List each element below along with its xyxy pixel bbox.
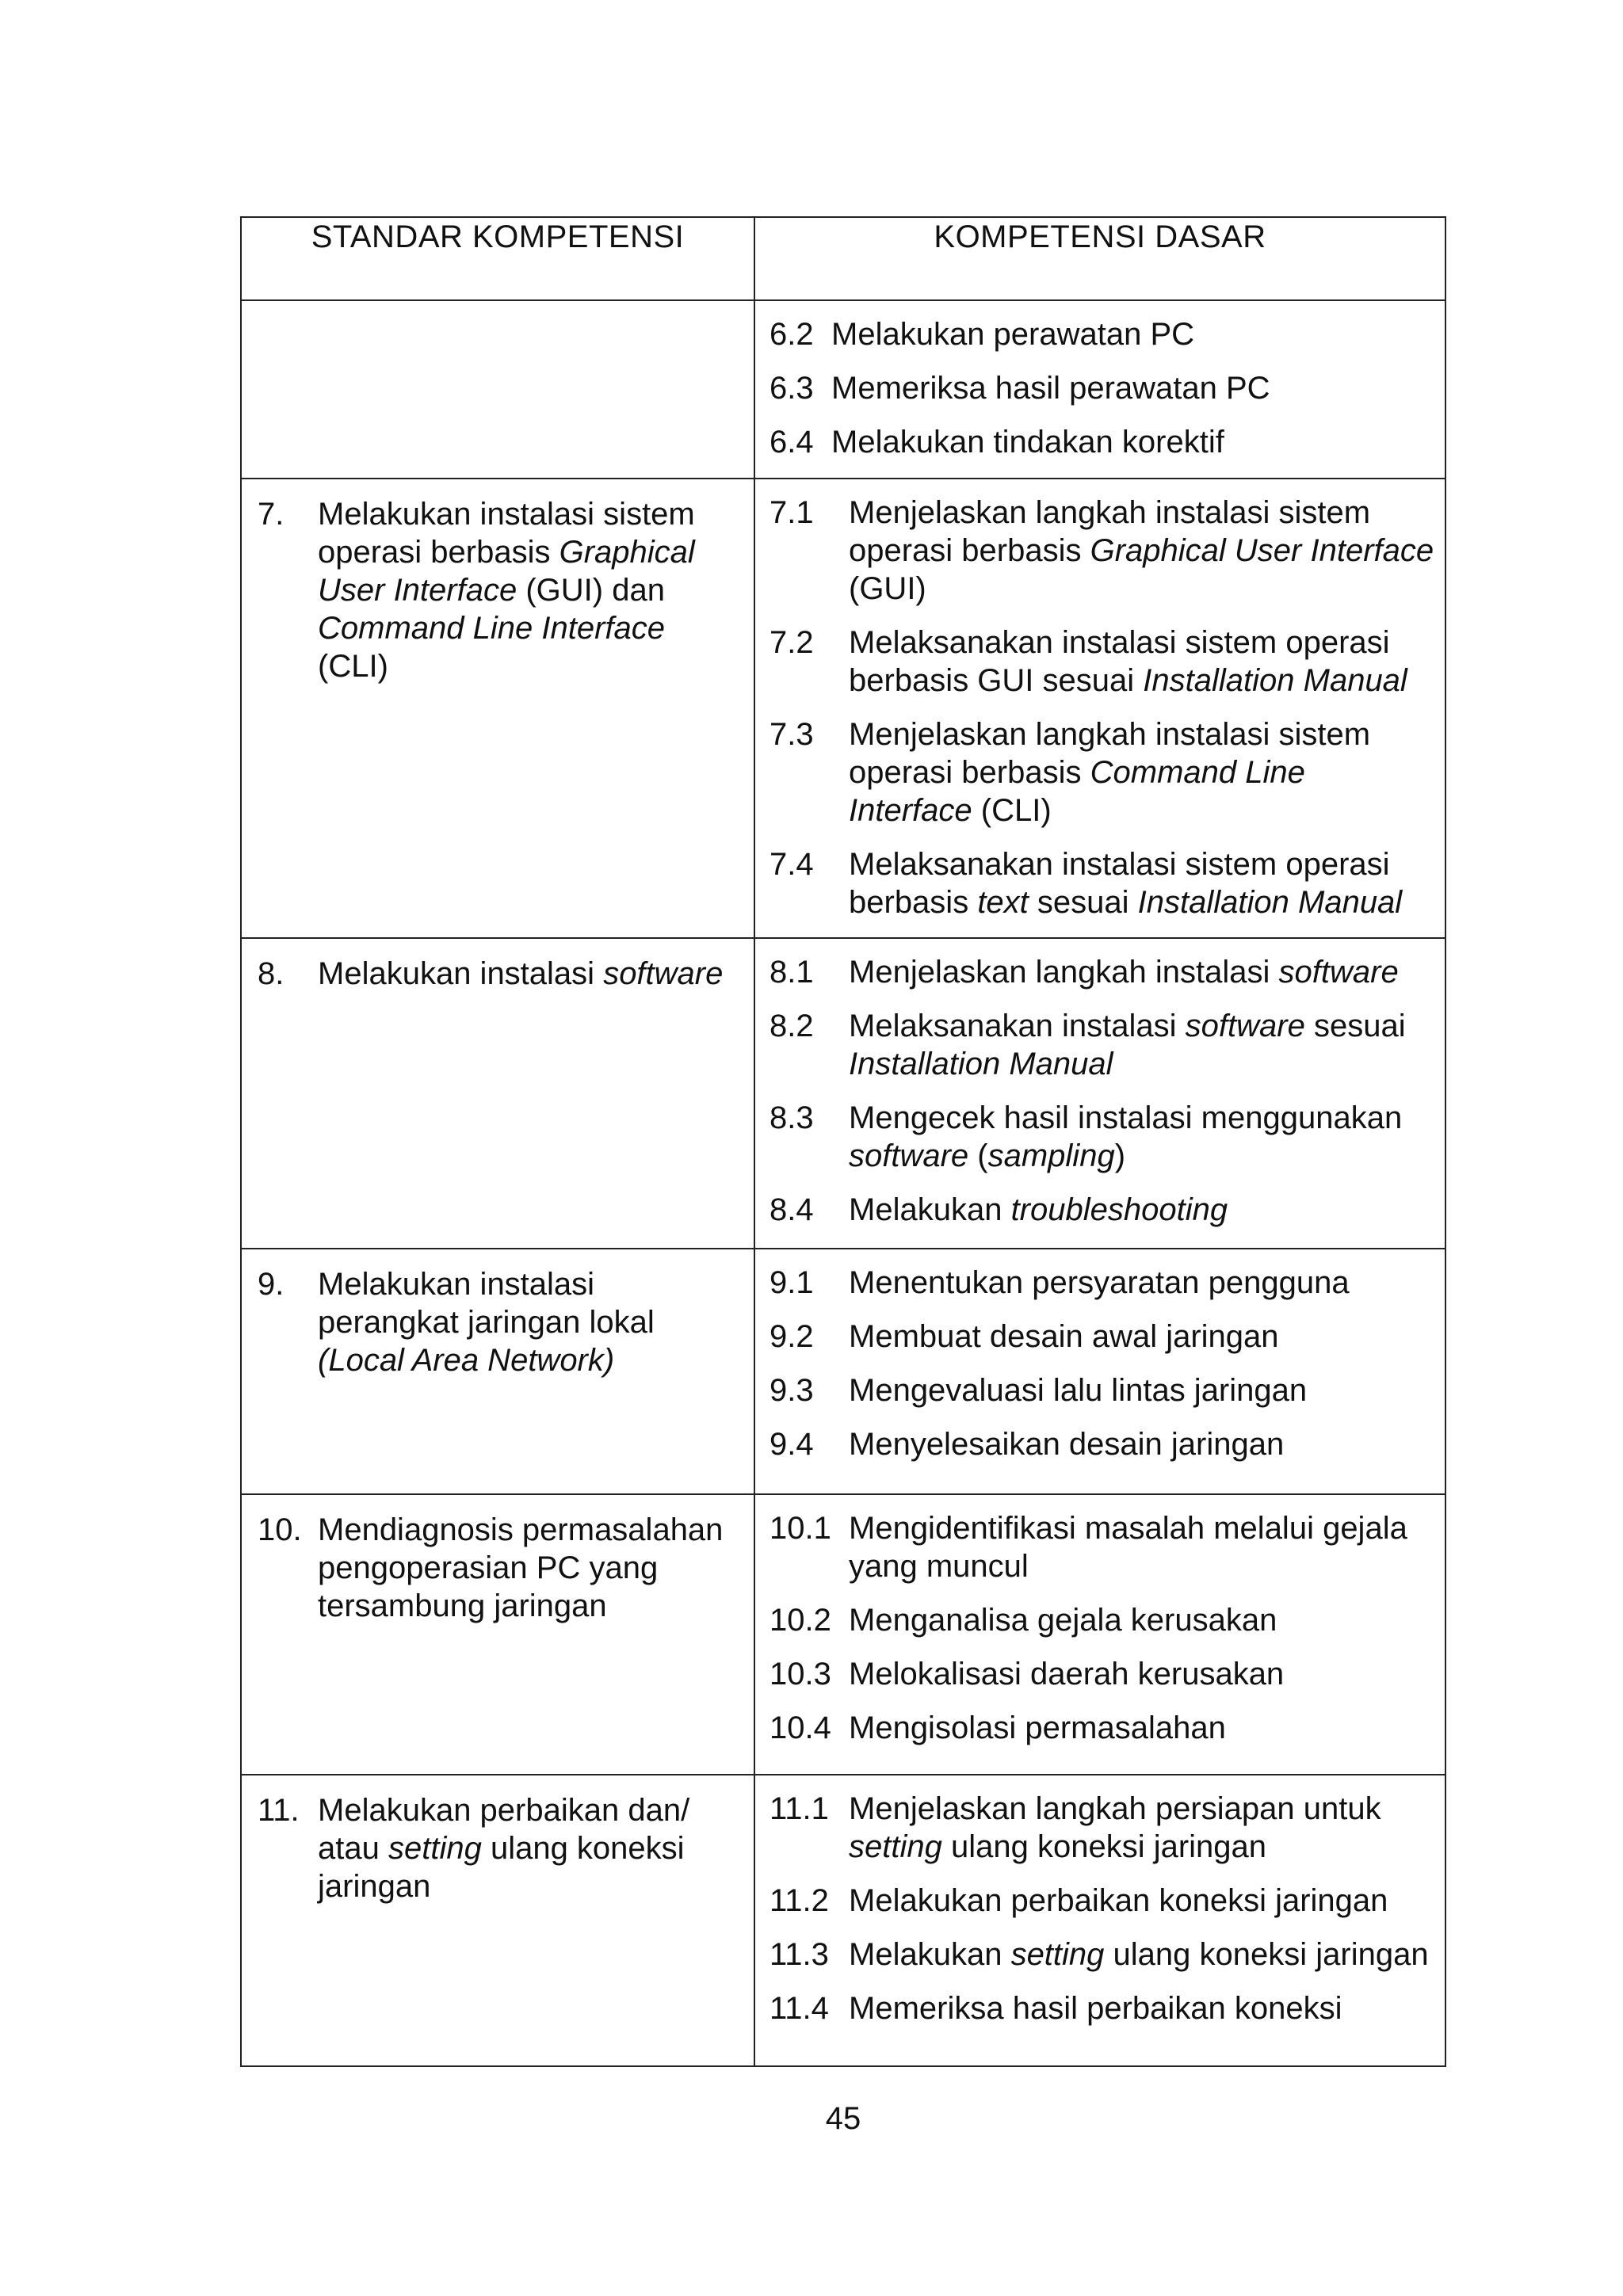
kompetensi-dasar-item: [769, 1371, 1435, 1409]
kd-number: 6.2: [769, 317, 814, 352]
sk-number: 10.: [258, 1512, 302, 1547]
table-row: [241, 300, 1445, 479]
sk-text: Melakukan instalasi perangkat jaringan lokal (Local Area Network): [318, 1267, 655, 1378]
table-row: [241, 938, 1445, 1249]
kd-text: Membuat desain awal jaringan: [849, 1319, 1279, 1354]
sk-text: Mendiagnosis permasalahan pengoperasian PC yang tersambung jaringan: [318, 1512, 724, 1623]
kompetensi-dasar-cell: [754, 1775, 1445, 2066]
kd-text: Menjelaskan langkah instalasi sistem operasi berbasis Graphical User Interface (GUI): [849, 495, 1434, 606]
kompetensi-dasar-item: [769, 315, 1435, 353]
kompetensi-dasar-item: [769, 1709, 1435, 1747]
table-row: [241, 479, 1445, 938]
kompetensi-dasar-item: [769, 1509, 1435, 1585]
kd-number: 10.1: [769, 1511, 831, 1546]
kompetensi-dasar-item: [769, 423, 1435, 461]
kompetensi-dasar-item: [769, 715, 1435, 830]
kd-text: Menjelaskan langkah persiapan untuk setting ulang koneksi jaringan: [849, 1791, 1381, 1864]
kd-number: 7.1: [769, 495, 814, 530]
kd-number: 6.4: [769, 425, 814, 460]
page-number: 45: [825, 2101, 861, 2136]
table-body: [241, 300, 1445, 2066]
sk-text: Melakukan instalasi software: [318, 956, 724, 991]
kd-text: Mengidentifikasi masalah melalui gejala yang muncul: [849, 1511, 1407, 1584]
kompetensi-dasar-cell: [754, 1494, 1445, 1775]
kd-text: Melaksanakan instalasi software sesuai Installation Manual: [849, 1009, 1406, 1081]
kompetensi-dasar-item: [769, 1790, 1435, 1866]
kd-number: 11.4: [769, 1991, 829, 2026]
table-header-row: [241, 217, 1445, 300]
header-kompetensi-dasar: KOMPETENSI DASAR: [754, 217, 1445, 300]
kompetensi-dasar-cell: [754, 1249, 1445, 1494]
header-standar-kompetensi: STANDAR KOMPETENSI: [241, 217, 754, 300]
kompetensi-dasar-item: [769, 1264, 1435, 1302]
kd-text: Melaksanakan instalasi sistem operasi berbasis text sesuai Installation Manual: [849, 847, 1403, 920]
table-row: [241, 1249, 1445, 1494]
kd-text: Melokalisasi daerah kerusakan: [849, 1657, 1285, 1691]
kd-number: 8.1: [769, 955, 814, 990]
standar-kompetensi-item: [242, 1775, 754, 1905]
standar-kompetensi-cell: [241, 1249, 754, 1494]
kd-text: Melaksanakan instalasi sistem operasi berbasis GUI sesuai Installation Manual: [849, 625, 1407, 698]
standar-kompetensi-item: [242, 1249, 754, 1379]
standar-kompetensi-cell: [241, 1775, 754, 2066]
sk-text: Melakukan perbaikan dan/ atau setting ulang koneksi jaringan: [318, 1793, 690, 1904]
standar-kompetensi-cell: [241, 1494, 754, 1775]
kd-number: 9.1: [769, 1265, 814, 1300]
kd-text: Menentukan persyaratan pengguna: [849, 1265, 1350, 1300]
kd-number: 10.4: [769, 1711, 831, 1745]
kd-number: 8.3: [769, 1100, 814, 1135]
kd-number: 7.4: [769, 847, 814, 882]
kompetensi-dasar-item: [769, 624, 1435, 700]
standar-kompetensi-cell: [241, 300, 754, 479]
kd-number: 9.2: [769, 1319, 814, 1354]
kompetensi-dasar-item: [769, 1191, 1435, 1229]
kompetensi-dasar-cell: [754, 479, 1445, 938]
kd-number: 8.2: [769, 1009, 814, 1043]
kd-number: 11.2: [769, 1883, 829, 1918]
kompetensi-dasar-item: [769, 494, 1435, 608]
kd-text: Menyelesaikan desain jaringan: [849, 1427, 1285, 1462]
kd-text: Melakukan troubleshooting: [849, 1192, 1228, 1227]
kd-text: Menganalisa gejala kerusakan: [849, 1603, 1277, 1638]
kd-text: Menjelaskan langkah instalasi sistem operasi berbasis Command Line Interface (CLI): [849, 717, 1371, 828]
kd-number: 10.3: [769, 1657, 831, 1691]
kompetensi-dasar-item: [769, 369, 1435, 407]
table-row: [241, 1494, 1445, 1775]
kd-number: 8.4: [769, 1192, 814, 1227]
standar-kompetensi-item: [242, 939, 754, 993]
kompetensi-dasar-cell: [754, 938, 1445, 1249]
kd-text: Memeriksa hasil perawatan PC: [831, 371, 1270, 406]
kd-text: Melakukan tindakan korektif: [831, 425, 1224, 460]
standar-kompetensi-item: [242, 479, 754, 685]
kd-number: 11.3: [769, 1937, 829, 1972]
kd-text: Mengevaluasi lalu lintas jaringan: [849, 1373, 1308, 1408]
kompetensi-dasar-item: [769, 1425, 1435, 1463]
kompetensi-dasar-item: [769, 845, 1435, 921]
sk-number: 11.: [258, 1793, 300, 1828]
kd-number: 10.2: [769, 1603, 831, 1638]
sk-number: 8.: [258, 956, 285, 991]
kd-text: Menjelaskan langkah instalasi software: [849, 955, 1399, 990]
kd-text: Memeriksa hasil perbaikan koneksi: [849, 1991, 1342, 2026]
kd-number: 7.2: [769, 625, 814, 660]
kd-text: Melakukan setting ulang koneksi jaringan: [849, 1937, 1429, 1972]
sk-number: 7.: [258, 497, 285, 532]
kompetensi-dasar-item: [769, 1882, 1435, 1920]
sk-text: Melakukan instalasi sistem operasi berbasis Graphical User Interface (GUI) dan Command Line Interface (CLI): [318, 497, 695, 684]
kompetensi-dasar-item: [769, 1655, 1435, 1693]
table-row: [241, 1775, 1445, 2066]
kompetensi-dasar-item: [769, 953, 1435, 991]
kd-number: 11.1: [769, 1791, 829, 1826]
kd-number: 7.3: [769, 717, 814, 752]
kd-text: Melakukan perawatan PC: [831, 317, 1195, 352]
kompetensi-dasar-item: [769, 1099, 1435, 1175]
kd-text: Melakukan perbaikan koneksi jaringan: [849, 1883, 1388, 1918]
kompetensi-dasar-item: [769, 1989, 1435, 2027]
kompetensi-dasar-item: [769, 1318, 1435, 1356]
kompetensi-dasar-cell: [754, 300, 1445, 479]
standar-kompetensi-cell: [241, 479, 754, 938]
kompetensi-dasar-item: [769, 1601, 1435, 1639]
standar-kompetensi-item: [242, 1495, 754, 1625]
kd-text: Mengecek hasil instalasi menggunakan software (sampling): [849, 1100, 1403, 1173]
kd-text: Mengisolasi permasalahan: [849, 1711, 1226, 1745]
kompetensi-dasar-item: [769, 1007, 1435, 1083]
competency-table: [240, 216, 1446, 2067]
kompetensi-dasar-item: [769, 1936, 1435, 1974]
kd-number: 6.3: [769, 371, 814, 406]
kd-number: 9.3: [769, 1373, 814, 1408]
sk-number: 9.: [258, 1267, 285, 1302]
kd-number: 9.4: [769, 1427, 814, 1462]
standar-kompetensi-cell: [241, 938, 754, 1249]
